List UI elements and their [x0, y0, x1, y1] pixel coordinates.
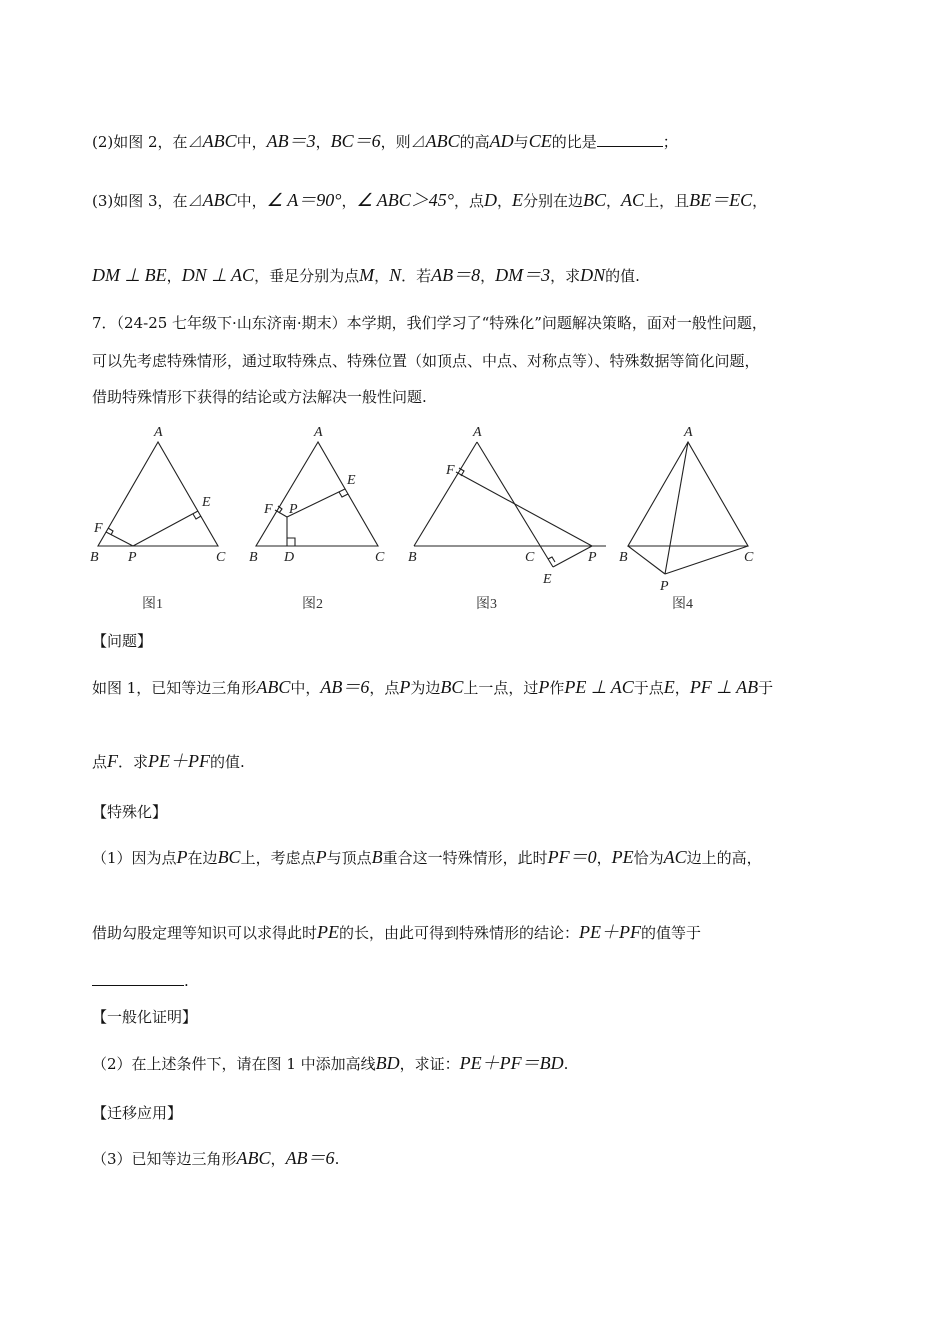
- fig1-caption: 图1: [142, 597, 163, 612]
- problem-heading: 【问题】: [92, 632, 153, 650]
- fig1-label-b: B: [90, 550, 99, 565]
- special-heading: 【特殊化】: [92, 803, 168, 821]
- fig1-segment-pe: [133, 511, 198, 546]
- fig4-segment-bp: [628, 546, 665, 574]
- fig4-segment-cp: [665, 546, 748, 574]
- fig3-side-ab: [414, 442, 477, 546]
- q7-line2: 可以先考虑特殊情形，通过取特殊点、特殊位置（如顶点、中点、对称点等）、特殊数据等简化问题，: [92, 352, 760, 370]
- fig2-caption: 图2: [302, 597, 323, 612]
- problem-line2: 点F．求PE＋PF的值.: [92, 751, 245, 771]
- fig4-label-b: B: [619, 550, 628, 565]
- q7-line3: 借助特殊情形下获得的结论或方法解决一般性问题.: [92, 388, 427, 406]
- q2-line: (2)如图 2，在⊿ABC中，AB＝3，BC＝6，则⊿ABC的高AD与CE的比是 ；: [92, 131, 678, 151]
- special-line2: 借助勾股定理等知识可以求得此时PE的长，由此可得到特殊情形的结论：PE＋PF的值等于: [92, 922, 702, 942]
- fig2-label-d: D: [284, 550, 295, 565]
- q3-line1: (3)如图 3，在⊿ABC中，∠ A＝90°，∠ ABC＞45°，点D，E分别在边BC，AC上，且BE＝EC，: [92, 190, 768, 210]
- fig3-right-angle-f: [459, 468, 464, 476]
- figure-2: [256, 442, 378, 546]
- fig2-label-p: P: [289, 502, 298, 517]
- answer-blank-2: [92, 971, 184, 986]
- fig4-label-c: C: [744, 550, 754, 565]
- fig4-triangle: [628, 442, 748, 546]
- problem-line1: 如图 1，已知等边三角形ABC中，AB＝6，点P为边BC上一点，过P作PE ⊥ AC于点E，PF ⊥ AB于: [92, 677, 774, 697]
- fig2-triangle: [256, 442, 378, 546]
- fig3-label-f: F: [446, 463, 455, 478]
- fig4-caption: 图4: [672, 597, 693, 612]
- transfer-heading: 【迁移应用】: [92, 1104, 183, 1122]
- figure-1: [98, 442, 218, 546]
- fig3-label-p: P: [588, 550, 597, 565]
- fig1-triangle: [98, 442, 218, 546]
- figure-4: [628, 442, 748, 574]
- fig4-label-p: P: [660, 579, 669, 594]
- fig2-label-c: C: [375, 550, 385, 565]
- answer-blank: [597, 132, 663, 147]
- special-line1: （1）因为点P在边BC上，考虑点P与顶点B重合这一特殊情形，此时PF＝0，PE恰为AC边上的高，: [92, 847, 762, 867]
- fig4-label-a: A: [684, 425, 693, 440]
- fig3-label-b: B: [408, 550, 417, 565]
- q7-line1: 7．（24-25 七年级下·山东济南·期末）本学期，我们学习了“特殊化”问题解决策略，面对一般性问题，: [92, 314, 767, 332]
- transfer-line1: （3）已知等边三角形ABC，AB＝6.: [92, 1148, 340, 1168]
- fig2-label-e: E: [347, 473, 356, 488]
- fig2-label-b: B: [249, 550, 258, 565]
- special-line3: .: [92, 970, 189, 992]
- fig3-label-a: A: [473, 425, 482, 440]
- fig1-label-e: E: [202, 495, 211, 510]
- fig1-label-c: C: [216, 550, 226, 565]
- fig1-label-a: A: [154, 425, 163, 440]
- fig3-segment-pf: [456, 472, 592, 546]
- fig2-right-angle-d: [287, 538, 295, 546]
- fig3-caption: 图3: [476, 597, 497, 612]
- figure-3: [414, 442, 606, 567]
- fig1-label-f: F: [94, 521, 103, 536]
- q3-line2: DM ⊥ BE，DN ⊥ AC，垂足分别为点M，N．若AB＝8，DM＝3，求DN的值.: [92, 265, 640, 285]
- fig3-label-c: C: [525, 550, 535, 565]
- fig2-label-a: A: [314, 425, 323, 440]
- general-line1: （2）在上述条件下，请在图 1 中添加高线BD，求证：PE＋PF＝BD.: [92, 1053, 569, 1073]
- fig1-segment-pf: [106, 532, 133, 546]
- fig3-label-e: E: [543, 572, 552, 587]
- fig3-segment-pe: [553, 546, 592, 567]
- figures: [0, 418, 950, 618]
- general-heading: 【一般化证明】: [92, 1008, 198, 1026]
- fig2-label-f: F: [264, 502, 273, 517]
- fig1-label-p: P: [128, 550, 137, 565]
